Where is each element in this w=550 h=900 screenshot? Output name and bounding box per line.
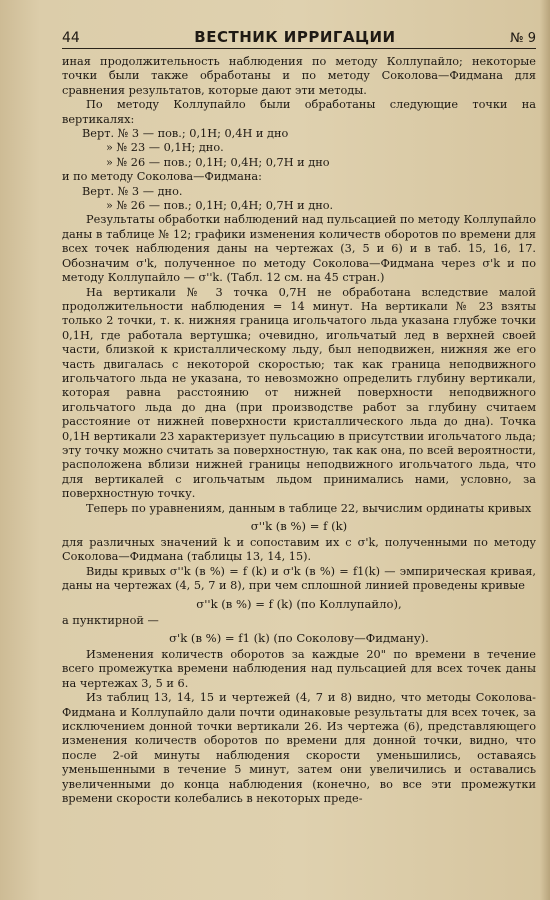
paragraph-7: для различных значений k и сопоставим их с σ'k, полученными по методу Соколова—Фидмана (таблицы 13, 14, 15). xyxy=(62,536,536,564)
issue-number: № 9 xyxy=(510,31,536,46)
paragraph-9: а пунктирной — xyxy=(62,613,159,627)
list-item: » № 26 — пов.; 0,1Н; 0,4Н; 0,7Н и дно. xyxy=(106,199,334,213)
paragraph-3: и по методу Соколова—Фидмана: xyxy=(62,170,262,184)
paragraph-1: иная продолжительность наблюдения по методу Коллупайло; некоторые точки были также обработаны и по методу Соколова—Фидмана для сравнения результатов, которые дают эти методы. xyxy=(62,55,536,97)
paragraph-5: На вертикали № 3 точка 0,7Н не обработана вследствие малой продолжительности наблюдения = 14 минут. На вертикали № 23 взяты только 2 точки, т. к. нижняя граница игольчатого льда указана глубже точки 0,1Н, где работала вертушка; очевидно, игольчатый лед в верхней своей части, близкой к кристаллическому льду, был неподвижен, нижняя же его часть двигалась с некоторой скоростью; так как граница неподвижного игольчатого льда не указана, то невозможно определить глубину вертикали, которая равна расстоянию от нижней поверхности неподвижного игольчатого льда до дна (при производстве работ за глубину считаем расстояние от нижней поверхности кристаллического льда до дна). Точка 0,1Н вертикали 23 характеризует пульсацию в присутствии игольчатого льда; эту точку можно считать за поверхностную, так как она, по всей вероятности, расположена вблизи нижней границы неподвижного игольчатого льда, что для вертикалей с игольчатым льдом принимались нами, условно, за поверхностную точку. xyxy=(62,285,536,501)
page-number: 44 xyxy=(62,30,80,46)
journal-title: ВЕСТНИК ИРРИГАЦИИ xyxy=(194,28,396,46)
list-item: » № 23 — 0,1Н; дно. xyxy=(106,141,224,155)
formula-1: σ''k (в %) = f (k) xyxy=(250,519,348,533)
formula-2: σ''k (в %) = f (k) (по Коллупайло), xyxy=(196,596,402,611)
paragraph-11: Из таблиц 13, 14, 15 и чертежей (4, 7 и 8) видно, что методы Соколова-Фидмана и Коллупайло дали почти одинаковые результаты для всех точек, за исключением донной точки вертикали 26. Из чертежа (6), представляющего изменения количеств оборотов по времени для донной точки, видно, что после 2-ой минуты наблюдения скорости уменьшились, оставаясь уменьшенными в течение 5 минут, затем они увеличились и оставались увеличенными до конца наблюдения (конечно, во все эти промежутки времени скорости колебались в некоторых преде- xyxy=(62,691,536,806)
list-sokolov xyxy=(62,185,536,214)
paragraph-10: Изменения количеств оборотов за каждые 20" по времени в течение всего промежутка времени наблюдения над пульсацией для всех точек даны на чертежах 3, 5 и 6. xyxy=(62,648,536,690)
formula-3: σ'k (в %) = f1 (k) (по Соколову—Фидману). xyxy=(169,631,429,646)
list-item: Верт. № 3 — пов.; 0,1Н; 0,4Н и дно xyxy=(82,127,289,141)
paragraph-8: Виды кривых σ''k (в %) = f (k) и σ'k (в %) = f1(k) — эмпирическая кривая, даны на чертежах (4, 5, 7 и 8), при чем сплошной линией проведены кривые xyxy=(62,564,536,593)
list-kollupailo xyxy=(62,127,536,170)
page-header xyxy=(62,28,536,49)
list-item: Верт. № 3 — дно. xyxy=(82,184,183,198)
paragraph-2: По методу Коллупайло были обработаны следующие точки на вертикалях: xyxy=(62,98,536,126)
list-item: » № 26 — пов.; 0,1Н; 0,4Н; 0,7Н и дно xyxy=(106,155,330,169)
paragraph-6: Теперь по уравнениям, данным в таблице 22, вычислим ординаты кривых xyxy=(86,501,532,515)
paragraph-4: Результаты обработки наблюдений над пульсацией по методу Коллупайло даны в таблице № 12; графики изменения количеств оборотов по времени для всех точек наблюдения даны на чертежах (3, 5 и 6) и в таб. 15, 16, 17. Обозначим σ'k, полученное по методу Соколова—Фидмана через σ'k и по методу Коллупайло — σ''k. (Табл. 12 см. на 45 стран.) xyxy=(62,213,536,285)
article-body xyxy=(62,55,536,807)
